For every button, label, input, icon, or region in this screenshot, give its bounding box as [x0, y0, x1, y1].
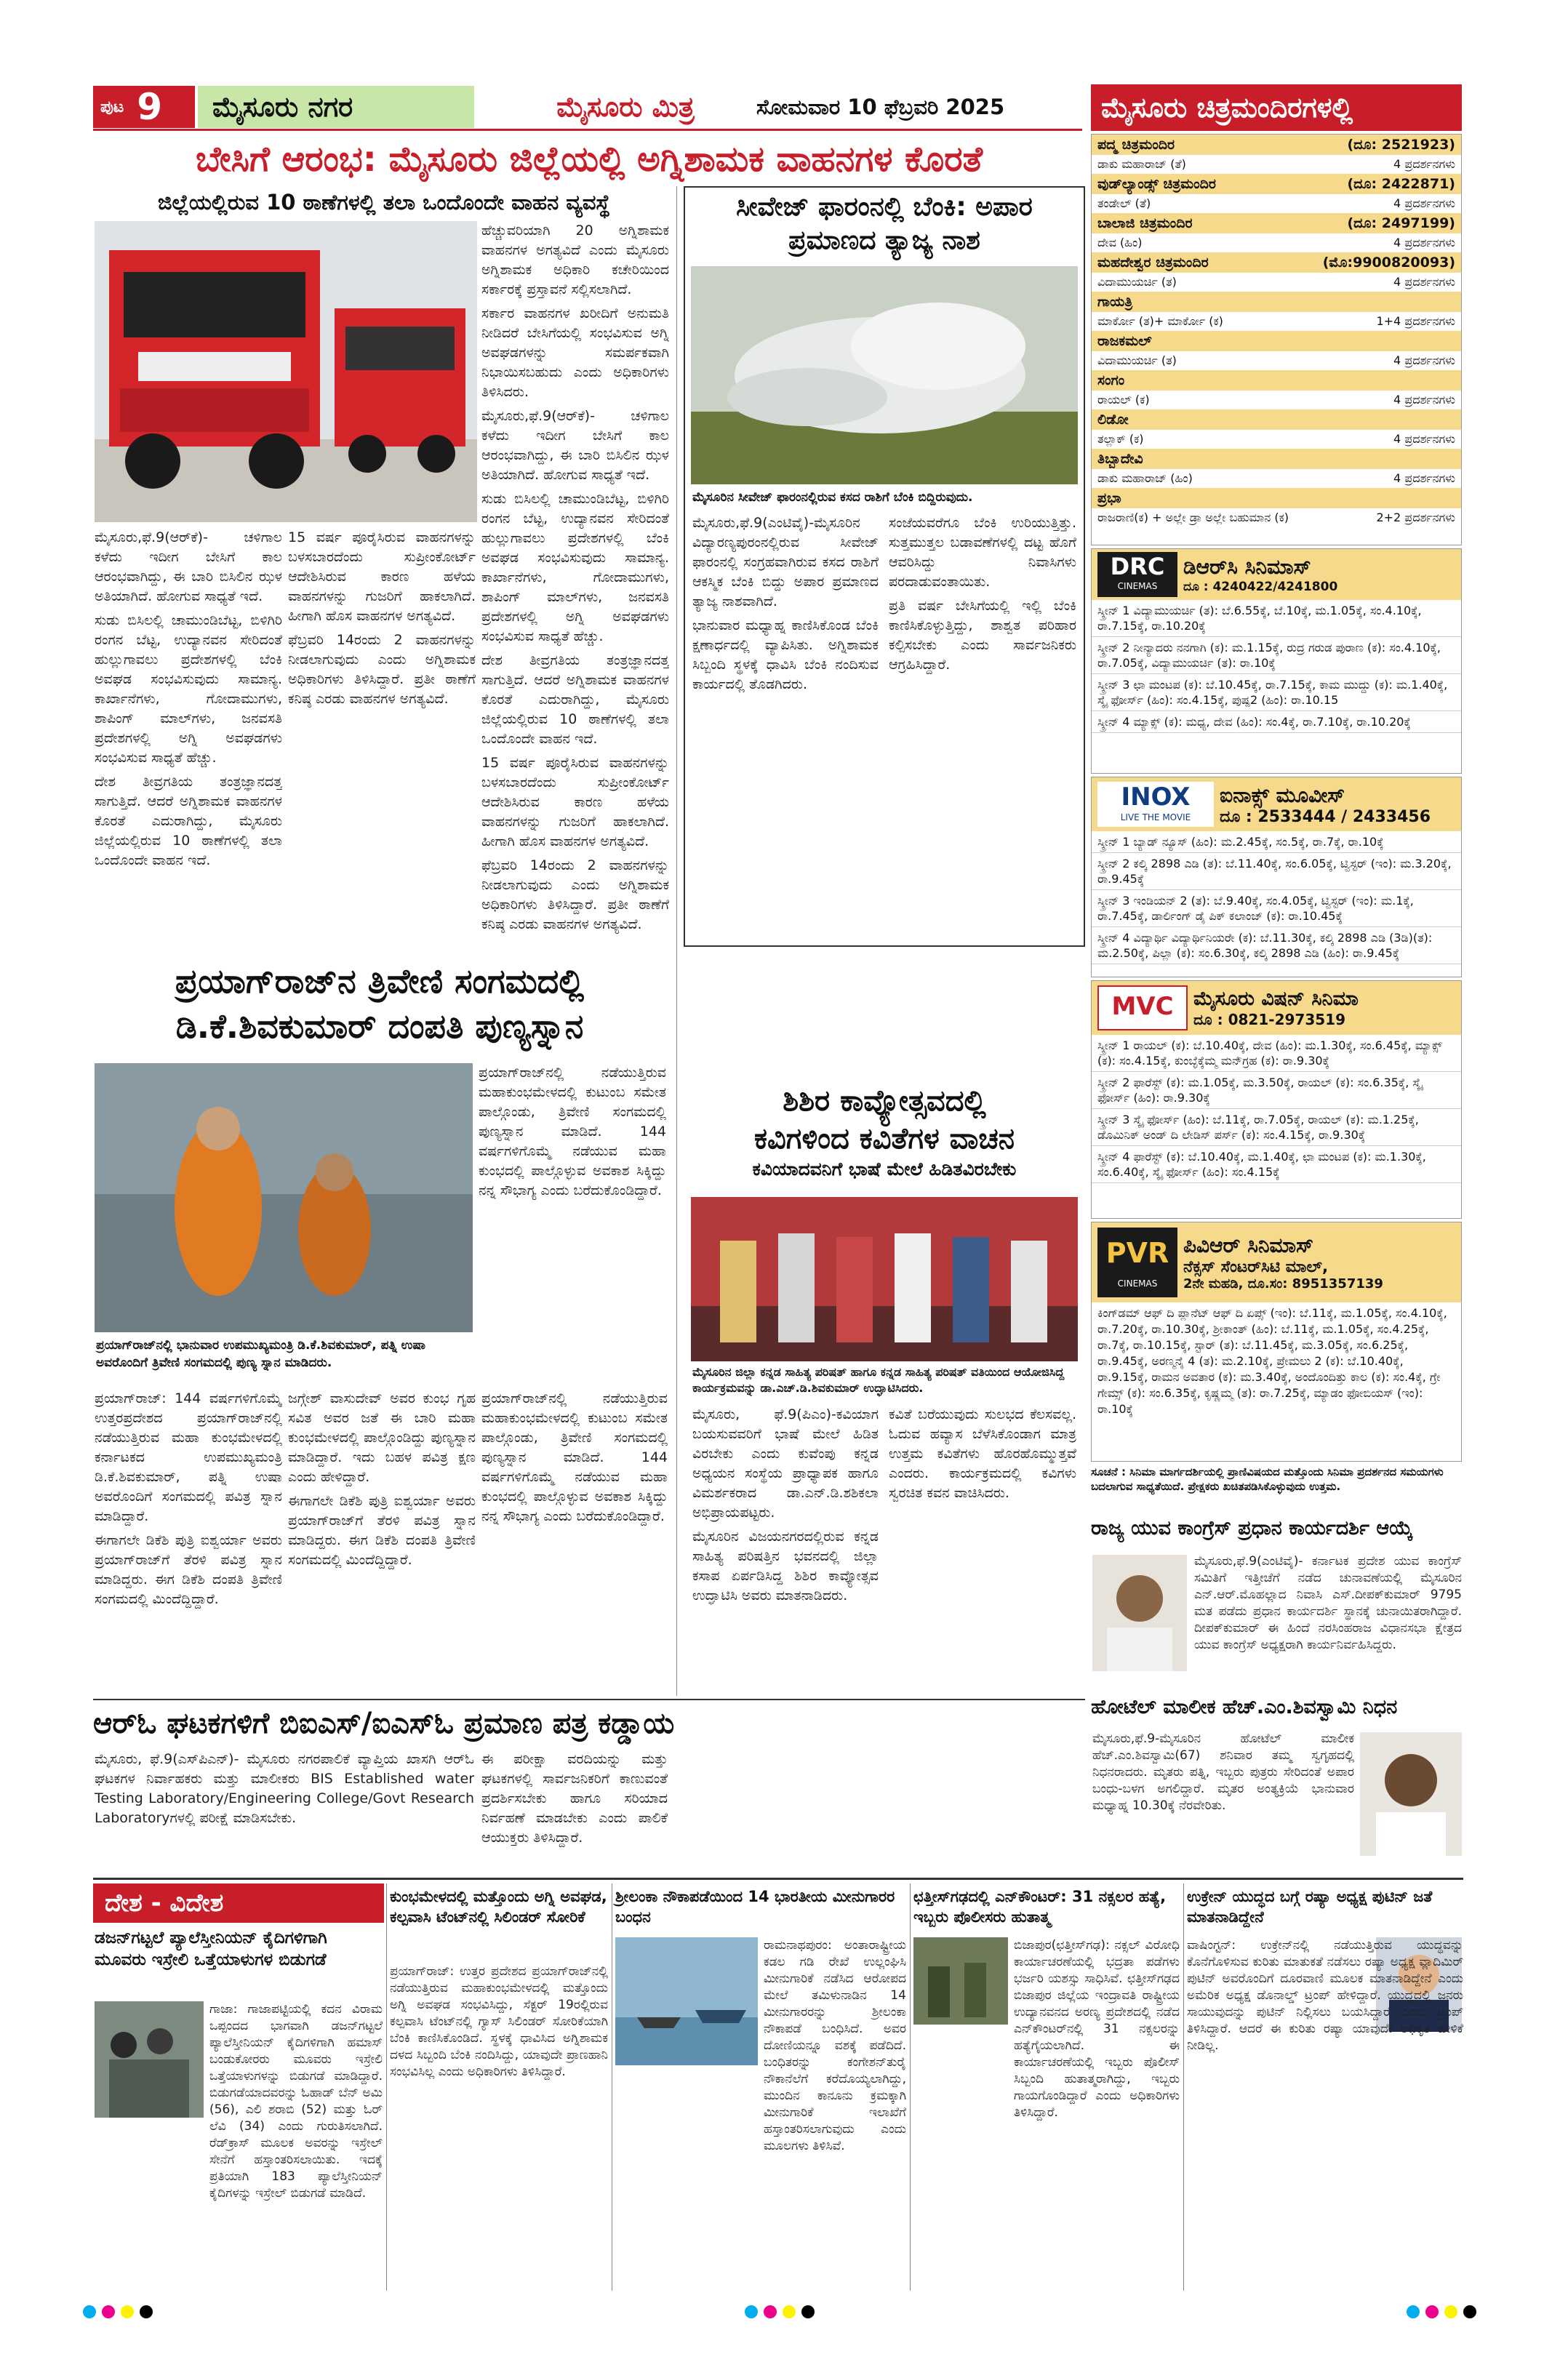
- theatre-phone: (ದೂ: 2521923): [1347, 137, 1455, 153]
- theatre-shows: 4 ಪ್ರದರ್ಶನಗಳು: [1393, 432, 1455, 446]
- theatre-film: ಡಾಕು ಮಹಾರಾಜ್ (ತೆ): [1097, 157, 1186, 171]
- world-article-3-headline: ಶ್ರೀಲಂಕಾ ನೌಕಾಪಡೆಯಿಂದ 14 ಭಾರತೀಯ ಮೀನುಗಾರರ ಬಂಧನ: [615, 1888, 895, 1926]
- theatre-shows: 4 ಪ್ರದರ್ಶನಗಳು: [1393, 471, 1455, 485]
- shishira-photo: [691, 1197, 1078, 1361]
- section-rule: [93, 1699, 1085, 1700]
- inox-phone: ದೂ : 2533444 / 2433456: [1220, 807, 1431, 826]
- column-rule: [1183, 1883, 1184, 2291]
- pvr-name: ಪಿವಿಆರ್ ಸಿನಿಮಾಸ್: [1183, 1233, 1314, 1257]
- shishira-body-col2: ಕವಿತೆ ಬರೆಯುವುದು ಸುಲಭದ ಕೆಲಸವಲ್ಲ. ಓದುವ ಹವ್ಯಾಸ ಬೆಳೆಸಿಕೊಂಡಾಗ ಮಾತ್ರ ಉತ್ತಮ ಕವಿತೆಗಳು ಹೊರಹೊಮ್ಮುತ್ತವೆ ಎಂದರು. ಕಾರ್ಯಕ್ರಮದಲ್ಲಿ ಕವಿಗಳು ಸ್ವರಚಿತ ಕವನ ವಾಚಿಸಿದರು.: [889, 1406, 1076, 1501]
- drc-logo: DRC CINEMAS: [1097, 552, 1177, 597]
- theatre-name: ಬಾಲಾಜಿ ಚಿತ್ರಮಂದಿರ: [1097, 215, 1193, 231]
- section-name: ಮೈಸೂರು ನಗರ: [198, 86, 474, 128]
- lead-body-col2: 15 ವರ್ಷ ಪೂರೈಸಿರುವ ವಾಹನಗಳನ್ನು ಬಳಸಬಾರದೆಂದು ಸುಪ್ರೀಂಕೋರ್ಟ್ ಆದೇಶಿಸಿರುವ ಕಾರಣ ಹಳೆಯ ವಾಹನಗಳನ್ನು ಗುಜರಿಗೆ ಹಾಕಲಾಗಿದೆ. ಹೀಗಾಗಿ ಹೊಸ ವಾಹನಗಳ ಅಗತ್ಯವಿದೆ. ಫೆಬ್ರವರಿ 14ರಂದು 2 ವಾಹನಗಳನ್ನು ನೀಡಲಾಗುವುದು ಎಂದು ಅಗ್ನಿಶಾಮಕ ಅಧಿಕಾರಿಗಳು ತಿಳಿಸಿದ್ದಾರೆ. ಪ್ರತೀ ಠಾಣೆಗೆ ಕನಿಷ್ಠ ಎರಡು ವಾಹನಗಳ ಅಗತ್ಯವಿದೆ.: [288, 529, 476, 707]
- page-number: 9: [137, 86, 163, 128]
- theatre-film: ವಿದಾಮುಯರ್ಚಿ (ತ): [1097, 353, 1177, 367]
- yuva-body: ಮೈಸೂರು,ಫೆ.9(ಎಂಟಿವೈ)- ಕರ್ನಾಟಕ ಪ್ರದೇಶ ಯುವ ಕಾಂಗ್ರೆಸ್ ಸಮಿತಿಗೆ ಇತ್ತೀಚೆಗೆ ನಡೆದ ಚುನಾವಣೆಯಲ್ಲಿ ಮೈಸೂರಿನ ಎನ್.ಆರ್.ಮೊಹಲ್ಲಾದ ನಿವಾಸಿ ಎಸ್.ದೀಪಕ್‌ಕುಮಾರ್ 9795 ಮತ ಪಡೆದು ಪ್ರಧಾನ ಕಾರ್ಯದರ್ಶಿ ಸ್ಥಾನಕ್ಕೆ ಚುನಾಯಿತರಾಗಿದ್ದಾರೆ. ದೀಪಕ್‌ಕುಮಾರ್ ಈ ಹಿಂದೆ ನರಸಿಂಹರಾಜ ವಿಧಾನಸಭಾ ಕ್ಷೇತ್ರದ ಯುವ ಕಾಂಗ್ರೆಸ್ ಅಧ್ಯಕ್ಷರಾಗಿ ಕಾರ್ಯನಿರ್ವಹಿಸಿದ್ದರು.: [1194, 1554, 1462, 1652]
- world-article-5-body: ವಾಷಿಂಗ್ಟನ್: ಉಕ್ರೇನ್‌ನಲ್ಲಿ ನಡೆಯುತ್ತಿರುವ ಯುದ್ಧವನ್ನು ಕೊನೆಗೊಳಿಸುವ ಕುರಿತು ಮಾತುಕತೆ ನಡೆಸಲು ರಷ್ಯಾ ಅಧ್ಯಕ್ಷ ವ್ಲಾದಿಮಿರ್ ಪುಟಿನ್ ಅವರೊಂದಿಗೆ ದೂರವಾಣಿ ಮೂಲಕ ಮಾತನಾಡಿದ್ದೇನೆ ಎಂದು ಅಮೆರಿಕ ಅಧ್ಯಕ್ಷ ಡೊನಾಲ್ಡ್ ಟ್ರಂಪ್ ಹೇಳಿದ್ದಾರೆ. ಯುದ್ಧದಲ್ಲಿ ಜನರು ಸಾಯುವುದನ್ನು ಪುಟಿನ್ ನಿಲ್ಲಿಸಲು ಬಯಸಿದ್ದಾರೆ ಎಂದು ಟ್ರಂಪ್ ತಿಳಿಸಿದ್ದಾರೆ. ಆದರೆ ಈ ಕುರಿತು ರಷ್ಯಾ ಯಾವುದೇ ಅಧಿಕೃತ ಹೇಳಿಕೆ ನೀಡಿಲ್ಲ.: [1187, 1938, 1463, 2053]
- world-article-5-headline: ಉಕ್ರೇನ್ ಯುದ್ಧದ ಬಗ್ಗೆ ರಷ್ಯಾ ಅಧ್ಯಕ್ಷ ಪುಟಿನ್ ಜತೆ ಮಾತನಾಡಿದ್ದೇನೆ: [1187, 1888, 1433, 1926]
- column-rule: [910, 1883, 911, 2291]
- world-article-2-body: ಪ್ರಯಾಗ್‌ರಾಜ್: ಉತ್ತರ ಪ್ರದೇಶದ ಪ್ರಯಾಗ್‌ರಾಜ್‌ನಲ್ಲಿ ನಡೆಯುತ್ತಿರುವ ಮಹಾಕುಂಭಮೇಳದಲ್ಲಿ ಮತ್ತೊಂದು ಅಗ್ನಿ ಅವಘಡ ಸಂಭವಿಸಿದ್ದು, ಸೆಕ್ಟರ್ 19ರಲ್ಲಿರುವ ಕಲ್ಪವಾಸಿ ಟೆಂಟ್‌ನಲ್ಲಿ ಗ್ಯಾಸ್ ಸಿಲಿಂಡರ್ ಸೋರಿಕೆಯಾಗಿ ಬೆಂಕಿ ಕಾಣಿಸಿಕೊಂಡಿದೆ. ಸ್ಥಳಕ್ಕೆ ಧಾವಿಸಿದ ಅಗ್ನಿಶಾಮಕ ದಳದ ಸಿಬ್ಬಂದಿ ಬೆಂಕಿ ನಂದಿಸಿದ್ದು, ಯಾವುದೇ ಪ್ರಾಣಹಾನಿ ಸಂಭವಿಸಿಲ್ಲ ಎಂದು ಅಧಿಕಾರಿಗಳು ತಿಳಿಸಿದ್ದಾರೆ.: [390, 1964, 608, 2079]
- portrait-illustration: [1092, 1555, 1187, 1671]
- inox-name: ಐನಾಕ್ಸ್ ಮೂವೀಸ್: [1220, 782, 1345, 807]
- theatre-entry: [1092, 449, 1461, 488]
- sewage-photo: [691, 266, 1078, 484]
- lead-headline: ಬೇಸಿಗೆ ಆರಂಭ: ಮೈಸೂರು ಜಿಲ್ಲೆಯಲ್ಲಿ ಅಗ್ನಿಶಾಮಕ ವಾಹನಗಳ ಕೊರತೆ: [195, 138, 983, 180]
- bis-headline: ಆರ್‌ಓ ಘಟಕಗಳಿಗೆ ಬಿಐಎಸ್/ಐಎಸ್‌ಓ ಪ್ರಮಾಣ ಪತ್ರ ಕಡ್ಡಾಯ: [93, 1707, 675, 1740]
- fire-truck-illustration: [95, 221, 477, 522]
- cinema-note: ಸೂಚನೆ : ಸಿನಿಮಾ ಮಾರ್ಗದರ್ಶಿಯಲ್ಲಿ ಪ್ರಾಣಿವಿಷಯದ ಮತ್ತೊಂದು ಸಿನಿಮಾ ಪ್ರದರ್ಶನದ ಸಮಯಗಳು ಬದಲಾಗುವ ಸಾಧ್ಯತೆಯಿದೆ. ಪ್ರೇಕ್ಷಕರು ಖಚಿತಪಡಿಸಿಕೊಳ್ಳುವುದು ಉತ್ತಮ.: [1091, 1465, 1444, 1493]
- world-article-1-headline: ಡಜನ್‌ಗಟ್ಟಲೆ ಪ್ಯಾಲೆಸ್ತೀನಿಯನ್ ಕೈದಿಗಳಿಗಾಗಿ ಮೂವರು ಇಸ್ರೇಲಿ ಒತ್ತೆಯಾಳುಗಳ ಬಿಡುಗಡೆ: [95, 1929, 327, 1969]
- prayag-headline: ಪ್ರಯಾಗ್‌ರಾಜ್‌ನ ತ್ರಿವೇಣಿ ಸಂಗಮದಲ್ಲಿ ಡಿ.ಕೆ.ಶಿವಕುಮಾರ್ ದಂಪತಿ ಪುಣ್ಯಸ್ನಾನ: [175, 961, 585, 1046]
- theatre-entry: [1092, 292, 1461, 331]
- theatre-film: ವಿದಾಮುಯರ್ಚಿ (ತ): [1097, 275, 1177, 289]
- mvc-block: MVC ಮೈಸೂರು ವಿಷನ್ ಸಿನಿಮಾ ದೂ : 0821-2973519 ಸ್ಕ್ರೀನ್ 1 ರಾಯಲ್ (ಕ): ಬೆ.10.40ಕ್ಕೆ, ದೇವ (ಹಿಂ): ಮ.1.30ಕ್ಕೆ, ಸಂ.6.45ಕ್ಕೆ, ಮ್ಯಾಕ್ಸ್ (ಕ): ಸಂ.4.15ಕ್ಕೆ, ಕುಂಬ್ಳೆಕ್ಕೆಮ್ಮ ಮನೆ್ಗ್ರಹ (ಕ): ರಾ.9.30ಕ್ಕೆ ಸ್ಕ್ರೀನ್ 2 ಫಾರೆಸ್ಟ್ (ಕ): ಮ.1.05ಕ್ಕೆ, ಮ.3.50ಕ್ಕೆ, ರಾಯಲ್ (ಕ): ಸಂ.6.35ಕ್ಕೆ, ಸ್ಕೈ ಫೋರ್ಸ್ (ಹಿಂ): ರಾ.9.30ಕ್ಕೆ ಸ್ಕ್ರೀನ್ 3 ಸ್ಕೈ ಫೋರ್ಸ್ (ಹಿಂ): ಬೆ.11ಕ್ಕೆ, ರಾ.7.05ಕ್ಕೆ, ರಾಯಲ್ (ಕ): ಮ.1.25ಕ್ಕೆ, ಡೊಮಿನಿಕ್ ಅಂಡ್ ದಿ ಲೇಡಿಸ್ ಪರ್ಸ್ (ಕ): ಸಂ.4.15ಕ್ಕೆ, ರಾ.9.30ಕ್ಕೆ ಸ್ಕ್ರೀನ್ 4 ಫಾರೆಸ್ಟ್ (ಕ): ಬೆ.10.40ಕ್ಕೆ, ಮ.1.40ಕ್ಕೆ, ಛಾ ಮಂಟಪ (ಕ): ಮ.1.30ಕ್ಕೆ, ಸಂ.6.40ಕ್ಕೆ, ಸ್ಕೈ ಫೋರ್ಸ್ (ಹಿಂ): ಸಂ.4.15ಕ್ಕೆ: [1091, 980, 1462, 1219]
- theatre-phone: (ಮೊ:9900820093): [1322, 255, 1455, 271]
- world-article-2-headline: ಕುಂಭಮೇಳದಲ್ಲಿ ಮತ್ತೊಂದು ಅಗ್ನಿ ಅವಘಡ, ಕಲ್ಪವಾಸಿ ಟೆಂಟ್‌ನಲ್ಲಿ ಸಿಲಿಂಡರ್ ಸೋರಿಕೆ: [390, 1888, 607, 1926]
- theatre-entry: [1092, 488, 1461, 527]
- cinema-header: ಮೈಸೂರು ಚಿತ್ರಮಂದಿರಗಳಲ್ಲಿ: [1091, 84, 1462, 131]
- shishira-headline: ಶಿಶಿರ ಕಾವ್ಯೋತ್ಸವದಲ್ಲಿ ಕವಿಗಳಿಂದ ಕವಿತೆಗಳ ವಾಚನ ಕವಿಯಾದವನಿಗೆ ಭಾಷೆ ಮೇಲೆ ಹಿಡಿತವಿರಬೇಕು: [752, 1084, 1017, 1180]
- theatre-shows: 4 ಪ್ರದರ್ಶನಗಳು: [1393, 236, 1455, 249]
- registration-marks-left: [80, 2305, 156, 2321]
- world-section-band: ದೇಶ - ವಿದೇಶ: [93, 1883, 384, 1923]
- bis-body-col2: ಈ ಪರೀಕ್ಷಾ ವರದಿಯನ್ನು ಮತ್ತು ಘಟಕಗಳಲ್ಲಿ ಸಾರ್ವಜನಿಕರಿಗೆ ಕಾಣುವಂತೆ ಪ್ರದರ್ಶಿಸಬೇಕು ಹಾಗೂ ಸರಿಯಾದ ನಿರ್ವಹಣೆ ಮಾಡಬೇಕು ಎಂದು ಪಾಲಿಕೆ ಆಯುಕ್ತರು ತಿಳಿಸಿದ್ದಾರೆ.: [481, 1751, 668, 1846]
- sewage-headline: ಸೀವೇಜ್ ಫಾರಂನಲ್ಲಿ ಬೆಂಕಿ: ಅಪಾರ ಪ್ರಮಾಣದ ತ್ಯಾಜ್ಯ ನಾಶ: [736, 192, 1033, 255]
- theatre-name: ಗಾಯತ್ರಿ: [1097, 294, 1133, 310]
- theatre-name: ಪ್ರಭಾ: [1097, 490, 1121, 506]
- prayag-body-col3: ಪ್ರಯಾಗ್‌ರಾಜ್‌ನಲ್ಲಿ ನಡೆಯುತ್ತಿರುವ ಮಹಾಕುಂಭಮೇಳದಲ್ಲಿ ಕುಟುಂಬ ಸಮೇತ ಪಾಲ್ಗೊಂಡು, ತ್ರಿವೇಣಿ ಸಂಗಮದಲ್ಲಿ ಪುಣ್ಯಸ್ನಾನ ಮಾಡಿದೆ. 144 ವರ್ಷಗಳಿಗೊಮ್ಮೆ ನಡೆಯುವ ಮಹಾ ಕುಂಭದಲ್ಲಿ ಪಾಲ್ಗೊಳ್ಳುವ ಅವಕಾಶ ಸಿಕ್ಕಿದ್ದು ನನ್ನ ಸೌಭಾಗ್ಯ ಎಂದು ಬರೆದುಕೊಂಡಿದ್ದಾರೆ.: [481, 1390, 668, 1524]
- theatre-entry: [1092, 174, 1461, 213]
- pvr-logo: PVR CINEMAS: [1097, 1228, 1177, 1297]
- theatre-film: ದೇವ (ಹಿಂ): [1097, 236, 1143, 249]
- theatre-name: ಪದ್ಮ ಚಿತ್ರಮಂದಿರ: [1097, 137, 1175, 153]
- theatre-phone: (ದೂ: 2497199): [1347, 215, 1455, 231]
- theatre-name: ತಿಬ್ಬಾದೇವಿ: [1097, 451, 1143, 467]
- mvc-name: ಮೈಸೂರು ವಿಷನ್ ಸಿನಿಮಾ: [1193, 988, 1359, 1010]
- column-rule: [676, 186, 677, 1696]
- inox-logo: INOX LIVE THE MOVIE: [1097, 782, 1214, 827]
- theatre-film: ತಲ್ಲಾಕ್ (ಕ): [1097, 432, 1144, 446]
- portrait-illustration: [1360, 1732, 1462, 1856]
- yuva-headline: ರಾಜ್ಯ ಯುವ ಕಾಂಗ್ರೆಸ್ ಪ್ರಧಾನ ಕಾರ್ಯದರ್ಶಿ ಆಯ್ಕೆ: [1091, 1517, 1413, 1540]
- prayag-body-col1: ಪ್ರಯಾಗ್‌ರಾಜ್: 144 ವರ್ಷಗಳಿಗೊಮ್ಮೆ ಉತ್ತರಪ್ರದೇಶದ ಪ್ರಯಾಗ್‌ರಾಜ್‌ನಲ್ಲಿ ನಡೆಯುತ್ತಿರುವ ಮಹಾ ಕುಂಭಮೇಳದಲ್ಲಿ ಕರ್ನಾಟಕದ ಉಪಮುಖ್ಯಮಂತ್ರಿ ಡಿ.ಕೆ.ಶಿವಕುಮಾರ್, ಪತ್ನಿ ಉಷಾ ಅವರೊಂದಿಗೆ ಸಂಗಮದಲ್ಲಿ ಪವಿತ್ರ ಸ್ನಾನ ಮಾಡಿದ್ದಾರೆ. ಈಗಾಗಲೇ ಡಿಕೆಶಿ ಪುತ್ರಿ ಐಶ್ವರ್ಯಾ ಅವರು ಪ್ರಯಾಗ್‌ರಾಜ್‌ಗೆ ತೆರಳಿ ಪವಿತ್ರ ಸ್ನಾನ ಮಾಡಿದ್ದರು. ಈಗ ಡಿಕೆಶಿ ದಂಪತಿ ತ್ರಿವೇಣಿ ಸಂಗಮದಲ್ಲಿ ಮಿಂದೆದ್ದಿದ್ದಾರೆ.: [95, 1390, 282, 1607]
- theatre-shows: 4 ಪ್ರದರ್ಶನಗಳು: [1393, 275, 1455, 289]
- theatre-name: ರಾಜಕಮಲ್: [1097, 333, 1152, 349]
- registration-marks-center: [742, 2305, 817, 2321]
- world-article-3-body: ರಾಮನಾಥಪುರಂ: ಅಂತಾರಾಷ್ಟ್ರೀಯ ಕಡಲ ಗಡಿ ರೇಖೆ ಉಲ್ಲಂಘಿಸಿ ಮೀನುಗಾರಿಕೆ ನಡೆಸಿದ ಆರೋಪದ ಮೇಲೆ ತಮಿಳುನಾಡಿನ 14 ಮೀನುಗಾರರನ್ನು ಶ್ರೀಲಂಕಾ ನೌಕಾಪಡೆ ಬಂಧಿಸಿದೆ. ಅವರ ದೋಣಿಯನ್ನೂ ವಶಕ್ಕೆ ಪಡೆದಿದೆ. ಬಂಧಿತರನ್ನು ಕಂಗೇಶನ್‌ತುರೈ ನೌಕಾನೆಲೆಗೆ ಕರೆದೊಯ್ಯಲಾಗಿದ್ದು, ಮುಂದಿನ ಕಾನೂನು ಕ್ರಮಕ್ಕಾಗಿ ಮೀನುಗಾರಿಕೆ ಇಲಾಖೆಗೆ ಹಸ್ತಾಂತರಿಸಲಾಗುವುದು ಎಂದು ಮೂಲಗಳು ತಿಳಿಸಿವೆ.: [764, 1938, 906, 2153]
- shishira-body-col1: ಮೈಸೂರು, ಫೆ.9(ಪಿಎಂ)-ಕವಿಯಾಗ ಬಯಸುವವರಿಗೆ ಭಾಷೆ ಮೇಲೆ ಹಿಡಿತ ವಿರಬೇಕು ಎಂದು ಕುವೆಂಪು ಕನ್ನಡ ಅಧ್ಯಯನ ಸಂಸ್ಥೆಯ ಪ್ರಾಧ್ಯಾಪಕ ಹಾಗೂ ವಿಮರ್ಶಕರಾದ ಡಾ.ಎನ್.ಡಿ.ಶಶಿಕಲಾ ಅಭಿಪ್ರಾಯಪಟ್ಟರು. ಮೈಸೂರಿನ ವಿಜಯನಗರದಲ್ಲಿರುವ ಕನ್ನಡ ಸಾಹಿತ್ಯ ಪರಿಷತ್ತಿನ ಭವನದಲ್ಲಿ ಜಿಲ್ಲಾ ಕಸಾಪ ಏರ್ಪಡಿಸಿದ್ದ ಶಿಶಿರ ಕಾವ್ಯೋತ್ಸವ ಉದ್ಘಾಟಿಸಿ ಅವರು ಮಾತನಾಡಿದರು.: [692, 1406, 879, 1604]
- theatre-shows: 4 ಪ್ರದರ್ಶನಗಳು: [1393, 157, 1455, 171]
- lead-body-col3: ಹೆಚ್ಚುವರಿಯಾಗಿ 20 ಅಗ್ನಿಶಾಮಕ ವಾಹನಗಳ ಅಗತ್ಯವಿದೆ ಎಂದು ಮೈಸೂರು ಅಗ್ನಿಶಾಮಕ ಅಧಿಕಾರಿ ಕಚೇರಿಯಿಂದ ಸರ್ಕಾರಕ್ಕೆ ಪ್ರಸ್ತಾವನೆ ಸಲ್ಲಿಸಲಾಗಿದೆ. ಸರ್ಕಾರ ವಾಹನಗಳ ಖರೀದಿಗೆ ಅನುಮತಿ ನೀಡಿದರೆ ಬೇಸಿಗೆಯಲ್ಲಿ ಸಂಭವಿಸುವ ಅಗ್ನಿ ಅವಘಡಗಳನ್ನು ಸಮರ್ಪಕವಾಗಿ ನಿಭಾಯಿಸಬಹುದು ಎಂದು ಅಧಿಕಾರಿಗಳು ತಿಳಿಸಿದರು. ಮೈಸೂರು,ಫೆ.9(ಆರ್‌ಕೆ)- ಚಳಿಗಾಲ ಕಳೆದು ಇದೀಗ ಬೇಸಿಗೆ ಕಾಲ ಆರಂಭವಾಗಿದ್ದು, ಈ ಬಾರಿ ಬಿಸಿಲಿನ ಝಳ ಅತಿಯಾಗಿದೆ. ಹೋಗುವ ಸಾಧ್ಯತೆ ಇದೆ. ಸುಡು ಬಿಸಿಲಲ್ಲಿ ಚಾಮುಂಡಿಬೆಟ್ಟ, ಬಿಳಿಗಿರಿ ರಂಗನ ಬೆಟ್ಟ, ಉದ್ಯಾನವನ ಸೇರಿದಂತೆ ಹುಲ್ಲುಗಾವಲು ಪ್ರದೇಶಗಳಲ್ಲಿ ಬೆಂಕಿ ಅವಘಡ ಸಂಭವಿಸುವುದು ಸಾಮಾನ್ಯ. ಕಾರ್ಖಾನೆಗಳು, ಗೋದಾಮುಗಳು, ಶಾಪಿಂಗ್ ಮಾಲ್‌ಗಳು, ಜನವಸತಿ ಪ್ರದೇಶಗಳಲ್ಲಿ ಅಗ್ನಿ ಅವಘಡಗಳು ಸಂಭವಿಸುವ ಸಾಧ್ಯತೆ ಹೆಚ್ಚು. ದೇಶ ತೀವ್ರಗತಿಯ ತಂತ್ರಜ್ಞಾನದತ್ತ ಸಾಗುತ್ತಿದೆ. ಆದರೆ ಅಗ್ನಿಶಾಮಕ ವಾಹನಗಳ ಕೊರತೆ ಎದುರಾಗಿದ್ದು, ಮೈಸೂರು ಜಿಲ್ಲೆಯಲ್ಲಿರುವ 10 ಠಾಣೆಗಳಲ್ಲಿ ತಲಾ ಒಂದೊಂದೇ ವಾಹನ ಇದೆ. 15 ವರ್ಷ ಪೂರೈಸಿರುವ ವಾಹನಗಳನ್ನು ಬಳಸಬಾರದೆಂದು ಸುಪ್ರೀಂಕೋರ್ಟ್ ಆದೇಶಿಸಿರುವ ಕಾರಣ ಹಳೆಯ ವಾಹನಗಳನ್ನು ಗುಜರಿಗೆ ಹಾಕಲಾಗಿದೆ. ಹೀಗಾಗಿ ಹೊಸ ವಾಹನಗಳ ಅಗತ್ಯವಿದೆ. ಫೆಬ್ರವರಿ 14ರಂದು 2 ವಾಹನಗಳನ್ನು ನೀಡಲಾಗುವುದು ಎಂದು ಅಗ್ನಿಶಾಮಕ ಅಧಿಕಾರಿಗಳು ತಿಳಿಸಿದ್ದಾರೆ. ಪ್ರತೀ ಠಾಣೆಗೆ ಕನಿಷ್ಠ ಎರಡು ವಾಹನಗಳ ಅಗತ್ಯವಿದೆ.: [481, 223, 669, 932]
- smoke-field-illustration: [691, 266, 1078, 484]
- theatre-shows: 4 ಪ್ರದರ್ಶನಗಳು: [1393, 353, 1455, 367]
- sewage-caption: ಮೈಸೂರಿನ ಸೀವೇಜ್ ಫಾರಂನಲ್ಲಿರುವ ಕಸದ ರಾಶಿಗೆ ಬೆಂಕಿ ಬಿದ್ದಿರುವುದು.: [692, 490, 973, 505]
- prayag-caption: ಪ್ರಯಾಗ್‌ರಾಜ್‌ನಲ್ಲಿ ಭಾನುವಾರ ಉಪಮುಖ್ಯಮಂತ್ರಿ ಡಿ.ಕೆ.ಶಿವಕುಮಾರ್, ಪತ್ನಿ ಉಷಾ ಅವರೊಂದಿಗೆ ತ್ರಿವೇಣಿ ಸಂಗಮದಲ್ಲಿ ಪುಣ್ಯ ಸ್ನಾನ ಮಾಡಿದರು.: [96, 1338, 425, 1370]
- drc-name: ಡಿಆರ್‌ಸಿ ಸಿನಿಮಾಸ್: [1183, 555, 1311, 579]
- lead-subhead: ಜಿಲ್ಲೆಯಲ್ಲಿರುವ 10 ಠಾಣೆಗಳಲ್ಲಿ ತಲಾ ಒಂದೊಂದೇ ವಾಹನ ವ್ಯವಸ್ಥೆ: [157, 189, 611, 215]
- paper-logo: ಮೈಸೂರು ಮಿತ್ರ: [556, 90, 695, 123]
- theatre-entry: [1092, 370, 1461, 409]
- obituary-headline: ಹೋಟೆಲ್ ಮಾಲೀಕ ಹೆಚ್.ಎಂ.ಶಿವಸ್ವಾಮಿ ನಿಧನ: [1091, 1696, 1398, 1718]
- theatre-entry: [1092, 213, 1461, 252]
- sewage-body-col2: ಸಂಜೆಯವರೆಗೂ ಬೆಂಕಿ ಉರಿಯುತ್ತಿತ್ತು. ಸುತ್ತಮುತ್ತಲ ಬಡಾವಣೆಗಳಲ್ಲಿ ದಟ್ಟ ಹೊಗೆ ಆವರಿಸಿದ್ದು ನಿವಾಸಿಗಳು ಪರದಾಡುವಂತಾಯಿತು. ಪ್ರತಿ ವರ್ಷ ಬೇಸಿಗೆಯಲ್ಲಿ ಇಲ್ಲಿ ಬೆಂಕಿ ಕಾಣಿಸಿಕೊಳ್ಳುತ್ತಿದ್ದು, ಶಾಶ್ವತ ಪರಿಹಾರ ಕಲ್ಪಿಸಬೇಕು ಎಂದು ಸಾರ್ವಜನಿಕರು ಆಗ್ರಹಿಸಿದ್ದಾರೆ.: [889, 515, 1076, 673]
- obituary-body: ಮೈಸೂರು,ಫೆ.9-ಮೈಸೂರಿನ ಹೋಟೆಲ್ ಮಾಲೀಕ ಹೆಚ್.ಎಂ.ಶಿವಸ್ವಾಮಿ(67) ಶನಿವಾರ ತಮ್ಮ ಸ್ವಗೃಹದಲ್ಲಿ ನಿಧನರಾದರು. ಮೃತರು ಪತ್ನಿ, ಇಬ್ಬರು ಪುತ್ರರು ಸೇರಿದಂತೆ ಅಪಾರ ಬಂಧು-ಬಳಗ ಅಗಲಿದ್ದಾರೆ. ಮೃತರ ಅಂತ್ಯಕ್ರಿಯೆ ಭಾನುವಾರ ಮಧ್ಯಾಹ್ನ 10.30ಕ್ಕೆ ನೆರವೇರಿತು.: [1092, 1732, 1354, 1813]
- page-label: ಪುಟ: [100, 97, 124, 116]
- drc-block: DRC CINEMAS ಡಿಆರ್‌ಸಿ ಸಿನಿಮಾಸ್ ದೂ : 4240422/4241800 ಸ್ಕ್ರೀನ್ 1 ವಿದ್ಯಾಮುಯರ್ಚಿ (ತ): ಬೆ.6.55ಕ್ಕೆ, ಬೆ.10ಕ್ಕೆ, ಮ.1.05ಕ್ಕೆ, ಸಂ.4.10ಕ್ಕೆ, ರಾ.7.15ಕ್ಕೆ, ರಾ.10.20ಕ್ಕೆ ಸ್ಕ್ರೀನ್ 2 ನೀನ್ಯಾದರು ನನಗಾಗಿ (ಕ): ಮ.1.15ಕ್ಕೆ, ರುದ್ರ ಗರುಡ ಪುರಾಣ (ಕ): ಸಂ.4.10ಕ್ಕೆ, ರಾ.7.05ಕ್ಕೆ, ವಿದ್ಯಾಮುಯರ್ಚಿ (ತ): ರಾ.10ಕ್ಕೆ ಸ್ಕ್ರೀನ್ 3 ಛಾ ಮಂಟಪ (ಕ): ಬೆ.10.45ಕ್ಕೆ, ರಾ.7.15ಕ್ಕೆ, ಕಾಮ ಮುದ್ದು (ಕ): ಮ.1.40ಕ್ಕೆ, ಸ್ಕೈ ಫೋರ್ಸ್ (ಹಿಂ): ಸಂ.4.15ಕ್ಕೆ, ಪುಷ್ಪ2 (ಹಿಂ): ರಾ.10.15 ಸ್ಕ್ರೀನ್ 4 ಮ್ಯಾಕ್ಸ್ (ಕ): ಮಧ್ಯ, ದೇವ (ಹಿಂ): ಸಂ.4ಕ್ಕೆ, ರಾ.7.10ಕ್ಕೆ, ರಾ.10.20ಕ್ಕೆ: [1091, 548, 1462, 774]
- obituary-photo: [1360, 1732, 1462, 1856]
- pvr-phone: 2ನೇ ಮಹಡಿ, ದೂ.ಸಂ: 8951357139: [1183, 1276, 1383, 1292]
- pvr-block: [1091, 1222, 1462, 1462]
- pvr-listing: ಕಿಂಗ್‌ಡಮ್ ಆಫ್ ದಿ ಪ್ಲಾನೆಟ್ ಆಫ್ ದಿ ಏಪ್ಸ್ (ಇಂ): ಬೆ.11ಕ್ಕೆ, ಮ.1.05ಕ್ಕೆ, ಸಂ.4.10ಕ್ಕೆ, ರಾ.7.20ಕ್ಕೆ, ರಾ.10.30ಕ್ಕೆ, ಶ್ರೀಕಾಂತ್ (ಹಿಂ): ಬೆ.11ಕ್ಕೆ, ಮ.1.05ಕ್ಕೆ, ಸಂ.4.25ಕ್ಕೆ, ರಾ.7ಕ್ಕೆ, ರಾ.10.15ಕ್ಕೆ, ಸ್ಟಾರ್ (ತ): ಬೆ.11.45ಕ್ಕೆ, ಮ.3.05ಕ್ಕೆ, ಸಂ.6.25ಕ್ಕೆ, ರಾ.9.45ಕ್ಕೆ, ಅರಣ್ಮನೈ 4 (ತ): ಮ.2.10ಕ್ಕೆ, ಪ್ರೇಮಲು 2 (ಕ): ಬೆ.10.40ಕ್ಕೆ, ರಾ.9.15ಕ್ಕೆ, ರಾಮನ ಅವತಾರ (ಕ): ಮ.3.40ಕ್ಕೆ, ಅಂದೊಂದಿತ್ತು ಕಾಲ (ಕ): ಸಂ.4ಕ್ಕೆ, ಗ್ರೇ ಗೇಮ್ಸ್ (ಕ): ಸಂ.6.35ಕ್ಕೆ, ಕೃಷ್ಣಮ್ಮ (ತ): ರಾ.7.25ಕ್ಕೆ, ಮ್ಯಾಡಂ ಫೋಬಿಯಸ್ (ಇಂ): ರಾ.10ಕ್ಕೆ: [1097, 1306, 1447, 1416]
- sewage-body-col1: ಮೈಸೂರು,ಫೆ.9(ಎಂಟಿವೈ)-ಮೈಸೂರಿನ ವಿದ್ಯಾರಣ್ಯಪುರಂನಲ್ಲಿರುವ ಸೀವೇಜ್ ಫಾರಂನಲ್ಲಿ ಸಂಗ್ರಹವಾಗಿರುವ ಕಸದ ರಾಶಿಗೆ ಆಕಸ್ಮಿಕ ಬೆಂಕಿ ಬಿದ್ದು ಅಪಾರ ಪ್ರಮಾಣದ ತ್ಯಾಜ್ಯ ನಾಶವಾಗಿದೆ. ಭಾನುವಾರ ಮಧ್ಯಾಹ್ನ ಕಾಣಿಸಿಕೊಂಡ ಬೆಂಕಿ ಕ್ಷಣಾರ್ಧದಲ್ಲಿ ವ್ಯಾಪಿಸಿತು. ಅಗ್ನಿಶಾಮಕ ಸಿಬ್ಬಂದಿ ಸ್ಥಳಕ್ಕೆ ಧಾವಿಸಿ ಬೆಂಕಿ ನಂದಿಸುವ ಕಾರ್ಯದಲ್ಲಿ ತೊಡಗಿದರು.: [692, 515, 879, 692]
- theatre-name: ಸಂಗಂ: [1097, 372, 1125, 388]
- stage-event-illustration: [691, 1197, 1078, 1361]
- inox-block: INOX LIVE THE MOVIE ಐನಾಕ್ಸ್ ಮೂವೀಸ್ ದೂ : 2533444 / 2433456 ಸ್ಕ್ರೀನ್ 1 ಬ್ಯಾಡ್ ನ್ಯೂಸ್ (ಹಿಂ): ಮ.2.45ಕ್ಕೆ, ಸಂ.5ಕ್ಕೆ, ರಾ.7ಕ್ಕೆ, ರಾ.10ಕ್ಕೆ ಸ್ಕ್ರೀನ್ 2 ಕಲ್ಕಿ 2898 ಎಡಿ (ತ): ಬೆ.11.40ಕ್ಕೆ, ಸಂ.6.05ಕ್ಕೆ, ಟ್ವಿಸ್ಟರ್ (ಇಂ): ಮ.3.20ಕ್ಕೆ, ರಾ.9.45ಕ್ಕೆ ಸ್ಕ್ರೀನ್ 3 ಇಂಡಿಯನ್ 2 (ತ): ಬೆ.9.40ಕ್ಕೆ, ಸಂ.4.05ಕ್ಕೆ, ಟ್ವಿಸ್ಟರ್ (ಇಂ): ಮ.1ಕ್ಕೆ, ರಾ.7.45ಕ್ಕೆ, ಡಾರ್ಲಿಂಗ್ ಡೈ ಪಿಕ್ ಕಲಾಂಜ್ (ಕ): ರಾ.10.45ಕ್ಕೆ ಸ್ಕ್ರೀನ್ 4 ವಿದ್ಯಾರ್ಥಿ ವಿದ್ಯಾರ್ಥಿನಿಯರೇ (ಕ): ಬೆ.11.30ಕ್ಕೆ, ಕಲ್ಕಿ 2898 ಎಡಿ (3ಡಿ)(ತ): ಮ.2.50ಕ್ಕೆ, ಪಿಲ್ಲಾ (ಕ): ಸಂ.6.30ಕ್ಕೆ, ಕಲ್ಕಿ 2898 ಎಡಿ (ಹಿಂ): ರಾ.9.45ಕ್ಕೆ: [1091, 777, 1462, 977]
- theatre-entry: [1092, 252, 1461, 292]
- drc-phone: ದೂ : 4240422/4241800: [1183, 580, 1338, 594]
- theatre-name: ಲಿಡೋ: [1097, 412, 1129, 428]
- world-article-4-headline: ಛತ್ತೀಸ್‌ಗಢದಲ್ಲಿ ಎನ್‌ಕೌಂಟರ್: 31 ನಕ್ಸಲರ ಹತ್ಯೆ, ಇಬ್ಬರು ಪೊಲೀಸರು ಹುತಾತ್ಮ: [913, 1888, 1167, 1926]
- page-number-box: [93, 86, 195, 128]
- prayag-body-col2: ಜಗ್ಗೇಶ್ ವಾಸುದೇವ್ ಅವರ ಕುಂಭ ಗೃಹ ಸವಿತ ಅವರ ಜತೆ ಈ ಬಾರಿ ಮಹಾ ಕುಂಭಮೇಳದಲ್ಲಿ ಪಾಲ್ಗೊಂಡಿದ್ದು ಪುಣ್ಯಸ್ನಾನ ಮಾಡಿದ್ದಾರೆ. ಇದು ಬಹಳ ಪವಿತ್ರ ಕ್ಷಣ ಎಂದು ಹೇಳಿದ್ದಾರೆ. ಈಗಾಗಲೇ ಡಿಕೆಶಿ ಪುತ್ರಿ ಐಶ್ವರ್ಯಾ ಅವರು ಪ್ರಯಾಗ್‌ರಾಜ್‌ಗೆ ತೆರಳಿ ಪವಿತ್ರ ಸ್ನಾನ ಮಾಡಿದ್ದರು. ಈಗ ಡಿಕೆಶಿ ದಂಪತಿ ತ್ರಿವೇಣಿ ಸಂಗಮದಲ್ಲಿ ಮಿಂದೆದ್ದಿದ್ದಾರೆ.: [288, 1390, 476, 1568]
- registration-marks-right: [1404, 2305, 1479, 2321]
- theatre-shows: 2+2 ಪ್ರದರ್ಶನಗಳು: [1376, 511, 1455, 524]
- theatre-film: ಮಾರ್ಕೋ (ತ)+ ಮಾರ್ಕೋ (ಕ): [1097, 314, 1223, 328]
- mvc-logo: MVC: [1097, 985, 1188, 1030]
- lead-body-col1: ಮೈಸೂರು,ಫೆ.9(ಆರ್‌ಕೆ)- ಚಳಿಗಾಲ ಕಳೆದು ಇದೀಗ ಬೇಸಿಗೆ ಕಾಲ ಆರಂಭವಾಗಿದ್ದು, ಈ ಬಾರಿ ಬಿಸಿಲಿನ ಝಳ ಅತಿಯಾಗಿದೆ. ಹೋಗುವ ಸಾಧ್ಯತೆ ಇದೆ. ಸುಡು ಬಿಸಿಲಲ್ಲಿ ಚಾಮುಂಡಿಬೆಟ್ಟ, ಬಿಳಿಗಿರಿ ರಂಗನ ಬೆಟ್ಟ, ಉದ್ಯಾನವನ ಸೇರಿದಂತೆ ಹುಲ್ಲುಗಾವಲು ಪ್ರದೇಶಗಳಲ್ಲಿ ಬೆಂಕಿ ಅವಘಡ ಸಂಭವಿಸುವುದು ಸಾಮಾನ್ಯ. ಕಾರ್ಖಾನೆಗಳು, ಗೋದಾಮುಗಳು, ಶಾಪಿಂಗ್ ಮಾಲ್‌ಗಳು, ಜನವಸತಿ ಪ್ರದೇಶಗಳಲ್ಲಿ ಅಗ್ನಿ ಅವಘಡಗಳು ಸಂಭವಿಸುವ ಸಾಧ್ಯತೆ ಹೆಚ್ಚು. ದೇಶ ತೀವ್ರಗತಿಯ ತಂತ್ರಜ್ಞಾನದತ್ತ ಸಾಗುತ್ತಿದೆ. ಆದರೆ ಅಗ್ನಿಶಾಮಕ ವಾಹನಗಳ ಕೊರತೆ ಎದುರಾಗಿದ್ದು, ಮೈಸೂರು ಜಿಲ್ಲೆಯಲ್ಲಿರುವ 10 ಠಾಣೆಗಳಲ್ಲಿ ತಲಾ ಒಂದೊಂದೇ ವಾಹನ ಇದೆ.: [95, 529, 282, 868]
- theatre-name: ಮಹದೇಶ್ವರ ಚಿತ್ರಮಂದಿರ: [1097, 255, 1209, 271]
- mvc-phone: ದೂ : 0821-2973519: [1193, 1011, 1345, 1028]
- theatre-film: ರಾಜರಾಣಿ(ಕ) + ಅಲ್ಲೇ ಡ್ರಾ ಅಲ್ಲೇ ಬಹುಮಾನ (ಕ): [1097, 511, 1289, 524]
- theatre-entry: [1092, 409, 1461, 449]
- river-bathing-illustration: [95, 1063, 473, 1332]
- prayag-body-right: ಪ್ರಯಾಗ್‌ರಾಜ್‌ನಲ್ಲಿ ನಡೆಯುತ್ತಿರುವ ಮಹಾಕುಂಭಮೇಳದಲ್ಲಿ ಕುಟುಂಬ ಸಮೇತ ಪಾಲ್ಗೊಂಡು, ತ್ರಿವೇಣಿ ಸಂಗಮದಲ್ಲಿ ಪುಣ್ಯಸ್ನಾನ ಮಾಡಿದೆ. 144 ವರ್ಷಗಳಿಗೊಮ್ಮೆ ನಡೆಯುವ ಮಹಾ ಕುಂಭದಲ್ಲಿ ಪಾಲ್ಗೊಳ್ಳುವ ಅವಕಾಶ ಸಿಕ್ಕಿದ್ದು ನನ್ನ ಸೌಭಾಗ್ಯ ಎಂದು ಬರೆದುಕೊಂಡಿದ್ದಾರೆ.: [479, 1065, 666, 1198]
- theatre-entry: [1092, 135, 1461, 174]
- section-rule: [93, 1878, 1463, 1880]
- pvr-venue: ನೆಕ್ಸಸ್ ಸೆಂಟರ್‌ಸಿಟಿ ಮಾಲ್,: [1183, 1258, 1329, 1276]
- theatre-entry: [1092, 331, 1461, 370]
- world-article-1-body: ಗಾಜಾ: ಗಾಜಾಪಟ್ಟಿಯಲ್ಲಿ ಕದನ ವಿರಾಮ ಒಪ್ಪಂದದ ಭಾಗವಾಗಿ ಡಜನ್‌ಗಟ್ಟಲೆ ಪ್ಯಾಲೆಸ್ತೀನಿಯನ್ ಕೈದಿಗಳಿಗಾಗಿ ಹಮಾಸ್ ಬಂಡುಕೋರರು ಮೂವರು ಇಸ್ರೇಲಿ ಒತ್ತೆಯಾಳುಗಳನ್ನು ಬಿಡುಗಡೆ ಮಾಡಿದ್ದಾರೆ. ಬಿಡುಗಡೆಯಾದವರನ್ನು ಓಹಾಡ್ ಬೆನ್ ಅಮಿ (56), ಎಲಿ ಶರಾಬಿ (52) ಮತ್ತು ಓರ್ ಲೆವಿ (34) ಎಂದು ಗುರುತಿಸಲಾಗಿದೆ. ರೆಡ್‌ಕ್ರಾಸ್ ಮೂಲಕ ಅವರನ್ನು ಇಸ್ರೇಲ್ ಸೇನೆಗೆ ಹಸ್ತಾಂತರಿಸಲಾಯಿತು. ಇದಕ್ಕೆ ಪ್ರತಿಯಾಗಿ 183 ಪ್ಯಾಲೆಸ್ತೀನಿಯನ್ ಕೈದಿಗಳನ್ನು ಇಸ್ರೇಲ್ ಬಿಡುಗಡೆ ಮಾಡಿದೆ.: [209, 2002, 383, 2201]
- theatre-film: ಡಾಕು ಮಹಾರಾಜ್ (ಹಿಂ): [1097, 471, 1193, 485]
- theatre-shows: 4 ಪ್ರದರ್ಶನಗಳು: [1393, 196, 1455, 210]
- column-rule: [386, 1883, 387, 2291]
- theatre-list: [1091, 134, 1462, 545]
- theatre-film: ರಾಯಲ್ (ಕ): [1097, 393, 1150, 407]
- bis-body-col1: ಮೈಸೂರು, ಫೆ.9(ಎಸ್‌ಪಿಎನ್)- ಮೈಸೂರು ನಗರಪಾಲಿಕೆ ವ್ಯಾಪ್ತಿಯ ಖಾಸಗಿ ಆರ್‌ಓ ಘಟಕಗಳ ನಿರ್ವಾಹಕರು ಮತ್ತು ಮಾಲೀಕರು BIS Established water Testing Laboratory/Engineering College/Govt Research Laboratoryಗಳಲ್ಲಿ ಪರೀಕ್ಷೆ ಮಾಡಿಸಬೇಕು.: [95, 1751, 474, 1826]
- theatre-film: ತಂಡೇಲ್ (ತೆ): [1097, 196, 1151, 210]
- world-article-4-body: ಬಿಜಾಪುರ(ಛತ್ತೀಸ್‌ಗಢ): ನಕ್ಸಲ್ ವಿರೋಧಿ ಕಾರ್ಯಾಚರಣೆಯಲ್ಲಿ ಭದ್ರತಾ ಪಡೆಗಳು ಭರ್ಜರಿ ಯಶಸ್ಸು ಸಾಧಿಸಿವೆ. ಛತ್ತೀಸ್‌ಗಢದ ಬಿಜಾಪುರ ಜಿಲ್ಲೆಯ ಇಂದ್ರಾವತಿ ರಾಷ್ಟ್ರೀಯ ಉದ್ಯಾನವನದ ಅರಣ್ಯ ಪ್ರದೇಶದಲ್ಲಿ ನಡೆದ ಎನ್‌ಕೌಂಟರ್‌ನಲ್ಲಿ 31 ನಕ್ಸಲರನ್ನು ಹತ್ಯೆಗೈಯಲಾಗಿದೆ. ಈ ಕಾರ್ಯಾಚರಣೆಯಲ್ಲಿ ಇಬ್ಬರು ಪೊಲೀಸ್ ಸಿಬ್ಬಂದಿ ಹುತಾತ್ಮರಾಗಿದ್ದು, ಇಬ್ಬರು ಗಾಯಗೊಂಡಿದ್ದಾರೆ ಎಂದು ಅಧಿಕಾರಿಗಳು ತಿಳಿಸಿದ್ದಾರೆ.: [1014, 1938, 1180, 2120]
- theatre-phone: (ದೂ: 2422871): [1347, 176, 1455, 192]
- yuva-photo: [1092, 1555, 1187, 1671]
- shishira-caption: ಮೈಸೂರಿನ ಜಿಲ್ಲಾ ಕನ್ನಡ ಸಾಹಿತ್ಯ ಪರಿಷತ್ ಹಾಗೂ ಕನ್ನಡ ಸಾಹಿತ್ಯ ಪರಿಷತ್ ವತಿಯಿಂದ ಆಯೋಜಿಸಿದ್ದ ಕಾರ್ಯಕ್ರಮವನ್ನು ಡಾ.ಎಚ್.ಡಿ.ಶಿವಕುಮಾರ್ ಉದ್ಘಾಟಿಸಿದರು.: [692, 1365, 1065, 1395]
- lead-photo-fire-trucks: [95, 221, 477, 522]
- issue-date: ಸೋಮವಾರ 10 ಫೆಬ್ರವರಿ 2025: [756, 94, 1005, 119]
- theatre-name: ವುಡ್‌ಲ್ಯಾಂಡ್ಸ್ ಚಿತ್ರಮಂದಿರ: [1097, 176, 1216, 192]
- theatre-shows: 1+4 ಪ್ರದರ್ಶನಗಳು: [1376, 314, 1455, 328]
- theatre-shows: 4 ಪ್ರದರ್ಶನಗಳು: [1393, 393, 1455, 407]
- prayag-photo: [95, 1063, 473, 1332]
